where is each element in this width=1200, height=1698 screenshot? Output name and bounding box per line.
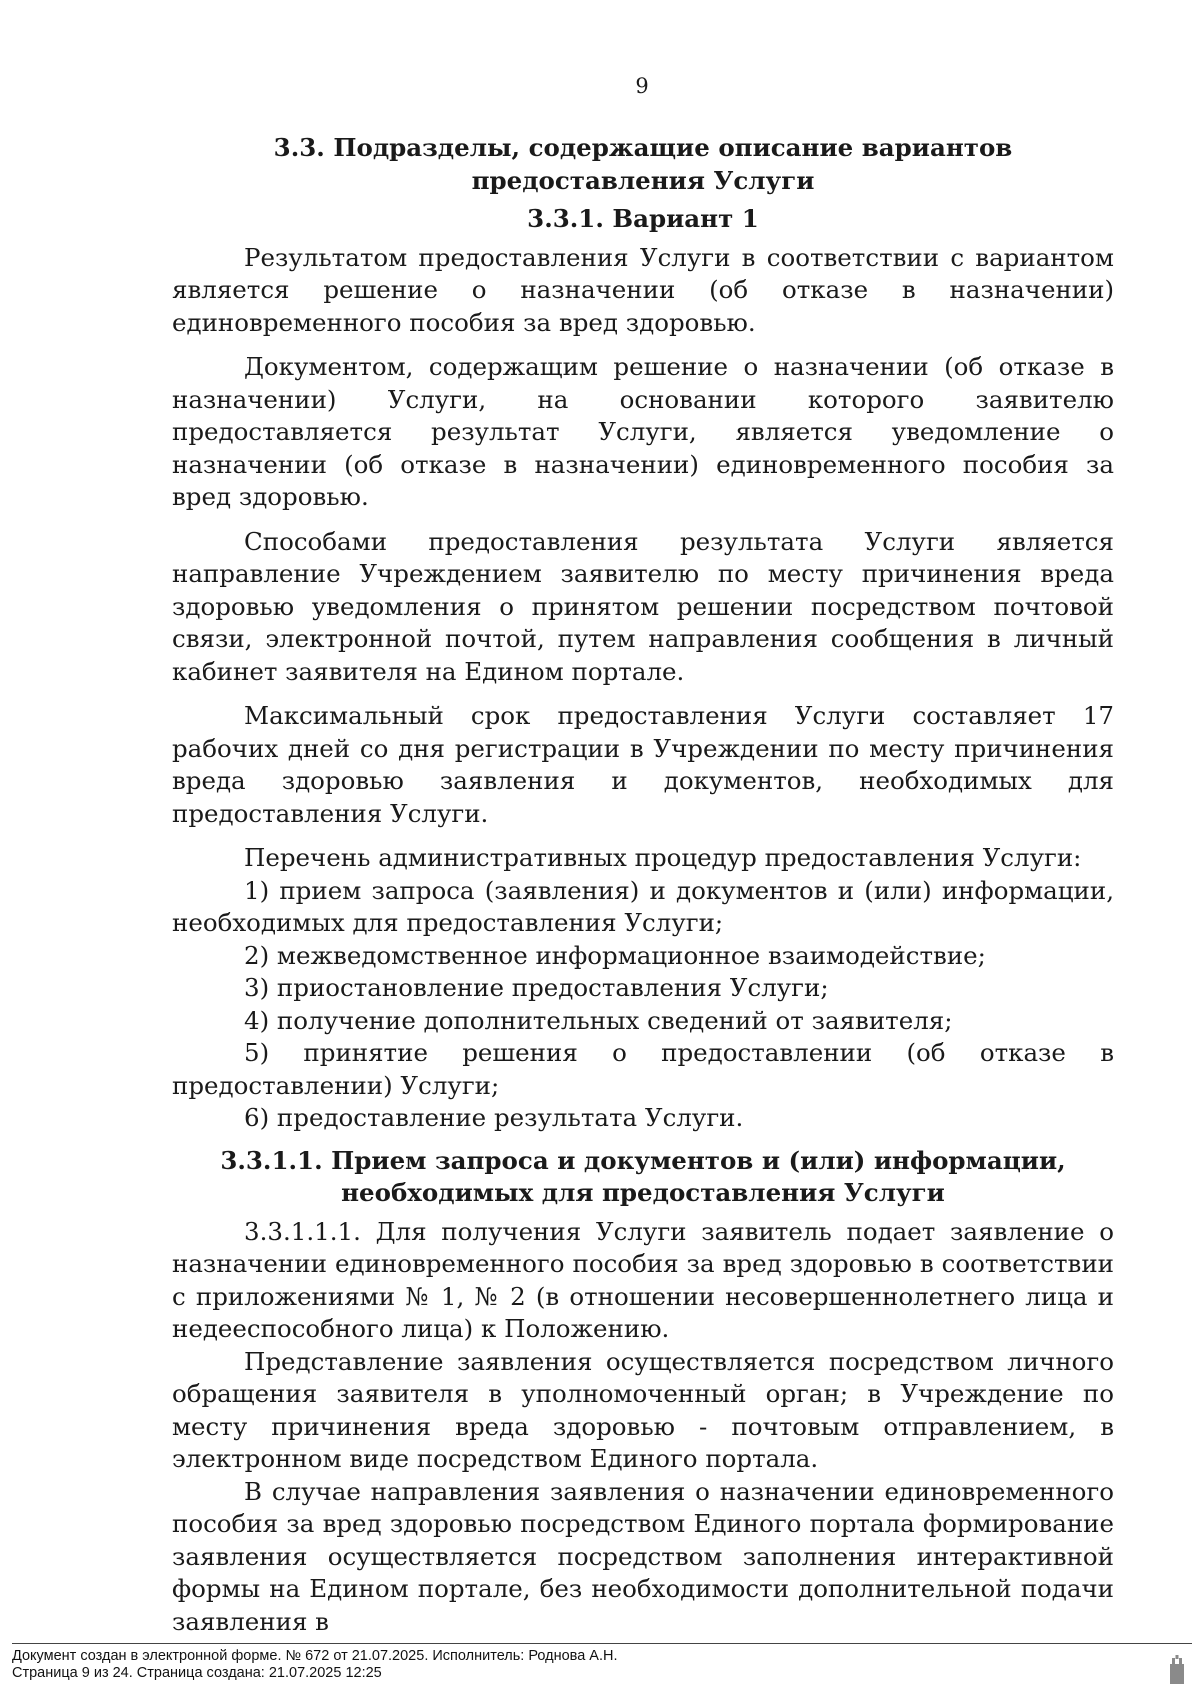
document-footer [12, 1648, 618, 1682]
page-number: 9 [635, 74, 649, 98]
section-heading-3-3-1-1: 3.3.1.1. Прием запроса и документов и (или) информации, необходимых для предоставления Услуги [220, 1145, 1066, 1207]
document-body [172, 132, 1114, 1638]
paragraph-deadline: Максимальный срок предоставления Услуги составляет 17 рабочих дней со дня регистрации в Учреждении по месту причинения вреда здоровью заявления и документов, необходимых для предоставления Услуги. [172, 701, 1114, 828]
procedure-item: 4) получение дополнительных сведений от заявителя; [244, 1005, 953, 1035]
paragraph-application: 3.3.1.1.1. Для получения Услуги заявитель подает заявление о назначении единовременного пособия за вред здоровью в соответствии с приложениями № 1, № 2 (в отношении несовершеннолетнего лица и недееспособного лица) к Положению. [172, 1216, 1114, 1343]
procedures-intro: Перечень административных процедур предоставления Услуги: [244, 843, 1082, 872]
section-heading-3-3-1: 3.3.1. Вариант 1 [527, 204, 759, 233]
procedure-item: 2) межведомственное информационное взаимодействие; [244, 940, 986, 970]
paragraph-document: Документом, содержащим решение о назначении (об отказе в назначении) Услуги, на основании которого заявителю предоставляется результат Услуги, является уведомление о назначении (об отказе в назначении) единовременного пособия за вред здоровью. [172, 352, 1114, 511]
footer-divider [12, 1643, 1192, 1644]
procedure-item: 5) принятие решения о предоставлении (об отказе в предоставлении) Услуги; [172, 1038, 1114, 1100]
paragraph-result: Результатом предоставления Услуги в соответствии с вариантом является решение о назначении (об отказе в назначении) единовременного пособия за вред здоровью. [172, 242, 1114, 337]
coat-of-arms-icon [1168, 1654, 1186, 1686]
section-heading-3-3: 3.3. Подразделы, содержащие описание вариантов предоставления Услуги [273, 133, 1013, 195]
paragraph-submission: Представление заявления осуществляется посредством личного обращения заявителя в уполномоченный орган; в Учреждение по месту причинения вреда здоровью - почтовым отправлением, в электронном виде посредством Единого портала. [172, 1346, 1114, 1473]
procedure-item: 1) прием запроса (заявления) и документов и (или) информации, необходимых для предоставления Услуги; [172, 875, 1114, 937]
paragraph-portal: В случае направления заявления о назначении единовременного пособия за вред здоровью посредством Единого портала формирование заявления осуществляется посредством заполнения интерактивной формы на Едином портале, без необходимости дополнительной подачи заявления в [172, 1476, 1114, 1636]
procedure-item: 3) приостановление предоставления Услуги; [244, 973, 829, 1002]
procedure-item: 6) предоставление результата Услуги. [244, 1103, 744, 1132]
footer-line-page: Страница 9 из 24. Страница создана: 21.07.2025 12:25 [12, 1665, 382, 1681]
paragraph-methods: Способами предоставления результата Услуги является направление Учреждением заявителю по месту причинения вреда здоровью уведомления о принятом решении посредством почтовой связи, электронной почтой, путем направления сообщения в личный кабинет заявителя на Едином портале. [172, 526, 1114, 686]
footer-line-document: Документ создан в электронной форме. № 672 от 21.07.2025. Исполнитель: Роднова А.Н. [12, 1648, 618, 1664]
